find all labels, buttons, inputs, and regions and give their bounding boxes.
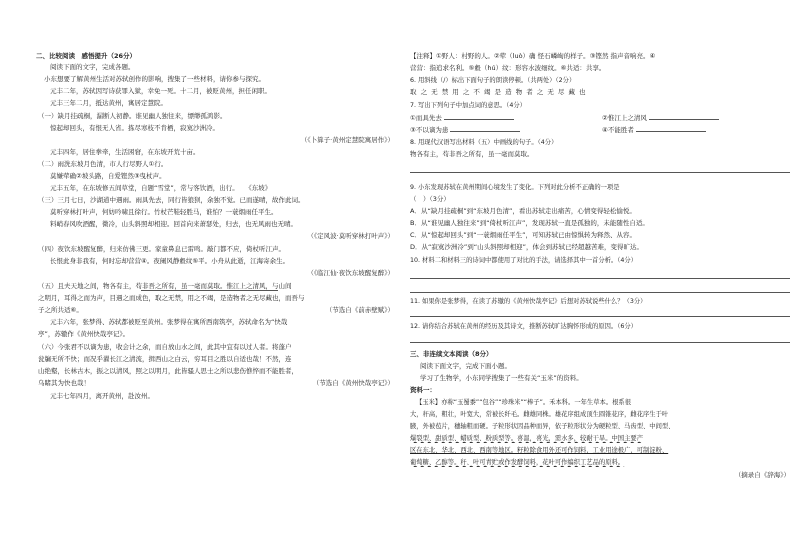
underline-mark (141, 290, 278, 291)
option-d[interactable]: D．从“寂寞沙洲冷”到“山头斜照却相迎”，体会到苏轼已经超越苦难，变得旷达。 (410, 243, 643, 251)
material-2-line: 莫嫌荦确②坡头路，自爱铿然③曳杖声。 (50, 172, 166, 180)
question-9: 9. 小东发现苏轼在黄州期间心境发生了变化。下列对此分析不正确的一项是 (410, 184, 620, 191)
notes-line: 营营：指追求名利。⑤縠（hú）纹：形容水波细纹。⑥共适：共享。 (410, 64, 606, 72)
question-8-text: 物各有主，苟非吾之所有，虽一毫而莫取。 (410, 150, 534, 158)
question-7: 7. 写出下列句子中加点词的意思。（4分） (410, 102, 526, 109)
intro-text: 小东想要了解黄州生活对苏轼创作的影响，搜集了一些材料，请你参与探究。 (44, 75, 265, 83)
question-7-item-text: ④不能胜者 (602, 126, 634, 134)
paragraph: 元丰六年，张梦得、苏轼都被贬至黄州。张梦得在寓所西南筑亭，苏轼命名为“快哉 (50, 318, 288, 326)
corn-entry-line: 腋，外被苞片，穗轴粗而硬。子粒形状因品种而异，依子粒形状分为硬粒型、马齿型、中间型、 (410, 423, 675, 430)
material-label: 资料一： (410, 386, 436, 394)
question-6-text: 取 之 无 禁 用 之 不 竭 是 造 物 者 之 无 尽 藏 也 (410, 88, 587, 96)
material-1-line: 惊起却回头，有恨无人省。拣尽寒枝不肯栖，寂寞沙洲冷。 (50, 124, 219, 132)
question-12: 12. 请你结合苏轼在黄州的经历及其诗文，推断苏轼旷达胸怀形成的原因。（6分） (410, 323, 637, 330)
intro-text: 学习了生物学，小东同学搜集了一些有关“玉米”的资料。 (420, 374, 583, 382)
paragraph: 亭”，苏辙作《黄州快哉亭记》。 (38, 330, 130, 338)
question-7-item-text: ③不以谪为患 (410, 126, 449, 134)
paragraph: 元丰五年，在东坡修五间草堂，自题“雪堂”，常与客饮酒，出行。 《东坡》 (50, 184, 272, 192)
material-3-line: （三）三月七日，沙湖道中遇雨。雨具先去，同行皆狼狈，余独不觉。已而遂晴，故作此词。 (38, 196, 305, 204)
question-7-item (410, 125, 600, 134)
answer-line[interactable] (410, 342, 790, 343)
section-heading: 三、非连续文本阅读（8分） (410, 350, 493, 358)
question-7-item (410, 113, 600, 122)
corn-entry-line: 爆裂型、甜质型、蜡质型、粉质型等。喜温，喜光，需水多，较耐干旱。中国主要产 (410, 435, 643, 442)
material-6-line: （六）今张君不以谪为患，收会计之余，而自放山水之间，此其中宜有以过人者。将蓬户 (38, 343, 292, 351)
option-b[interactable]: B．从“谁见幽人独往来”到“倚杖听江声”，发现苏轼一直是孤独的，未能随性自适。 (410, 219, 649, 227)
answer-line[interactable] (410, 292, 790, 293)
material-5-source: （节选自《前赤壁赋》） (325, 306, 394, 314)
paragraph: 元丰四年，居住拳牵，生活困窘，在东坡开荒十亩。 (50, 148, 200, 156)
right-column (402, 0, 794, 549)
material-5-line: 子之所共适⑥。 (38, 306, 83, 314)
question-9: （ ）（3分） (410, 195, 450, 203)
material-4-line: 长恨此身非我有，何时忘却营营④。夜阑风静縠纹⑤平。小舟从此逝，江海寄余生。 (50, 257, 290, 265)
corn-entry-line: 葡萄糖、乙醇等。秆、叶可青贮或作发酵饲料，花叶可作编织工艺品的原料。 (410, 459, 625, 466)
question-7-item (602, 125, 792, 134)
intro-text: 阅读下面文字，完成下面小题。 (420, 362, 511, 370)
material-6-line: 瓮牖无所不快；而况乎濯长江之清流，揖西山之白云，穷耳目之胜以自适也哉！不然，连 (38, 355, 292, 363)
material-6-line: 乌睹其为快也哉！ (38, 379, 90, 387)
option-c[interactable]: C．从“惊起却回头”到“一蓑烟雨任平生”，可知苏轼已由惊惧转为释然、从容。 (410, 231, 637, 239)
question-10: 10. 材料二和材料三的诗词中都使用了对比的手法，请选择其中一首分析。（4分） (410, 257, 637, 264)
material-4-source: （《临江仙·夜饮东坡醒复醉》） (307, 269, 394, 277)
paragraph: 元丰七年四月，离开黄州，赴汝州。 (50, 392, 154, 400)
question-8: 8. 用现代汉语写出材料（五）中画线的句子。（4分） (410, 139, 558, 146)
material-1-source: （《卜算子·黄州定慧院寓居作》） (300, 136, 394, 144)
material-5-line: 之明月，耳得之而为声，目遇之而成色，取之无禁，用之不竭，是造物者之无尽藏也，而吾与 (38, 294, 305, 302)
corn-entry-source: （摘录自《辞海》） (734, 471, 790, 479)
material-3-source: （《定风波·莫听穿林打叶声》） (307, 232, 394, 240)
material-3-line: 莫听穿林打叶声，何妨吟啸且徐行。竹杖芒鞋轻胜马，谁怕？一蓑烟雨任平生。 (50, 208, 278, 216)
corn-entry-line: 大，秆高，粗壮，叶宽大，常被长纤毛。雌雄同株。雄花序组成顶生圆锥花序，雌花序生于叶 (410, 411, 669, 418)
material-5-text: （五）且夫天地之间，物各有主，苟非吾之所有，虽一毫而莫取。惟江上之清风，与山间 (38, 282, 292, 290)
answer-blank[interactable] (444, 113, 514, 120)
question-6: 6. 用斜线（/）标出下面句子的朗读停顿。（共两处）（2分） (410, 77, 576, 84)
question-7-item (602, 113, 792, 122)
material-3-line: 料峭春风吹酒醒，微冷，山头斜照却相迎。回首向来萧瑟处，归去，也无风雨也无晴。 (50, 220, 297, 228)
answer-line[interactable] (410, 316, 790, 317)
answer-line[interactable] (410, 172, 790, 173)
answer-line[interactable] (410, 278, 790, 279)
answer-blank[interactable] (649, 113, 719, 120)
question-7-item-text: ②惟江上之清风 (602, 114, 647, 122)
material-1-line: （一）缺月挂疏桐，漏断人初静。谁见幽人独往来，缥缈孤鸿影。 (38, 112, 227, 120)
corn-entry-line: 【玉米】亦称“玉蜀黍”“包谷”“珍珠米”“棒子”。禾本科。一年生草本。根系很 (416, 399, 632, 406)
notes-line: 【注释】①野人：村野的人。②荦（luò）确 怪石嶙峋的样子。③铿然 指声音响亮。④ (410, 52, 656, 60)
corn-entry-line: 区在东北、华北、西北、西南等地区。籽粒除食用外还可作饲料，工业用途极广，可制淀粉、 (410, 447, 669, 454)
option-a[interactable]: A．从“缺月挂疏桐”到“东坡月色清”，看出苏轼走出痛苦，心情变得轻松愉悦。 (410, 207, 636, 215)
question-11: 11. 如果你是张梦得，在读了苏辙的《黄州快哉亭记》后想对苏轼说些什么？（3分） (410, 298, 647, 305)
paragraph: 元丰二年，苏轼因写诗获罪入狱，幸免一死。十二月，被贬黄州，担任闲职。 (50, 87, 271, 95)
question-7-item-text: ①而具先去 (410, 114, 442, 122)
paragraph: 元丰三年二月，抵达黄州，寓居定慧院。 (50, 99, 167, 107)
material-6-line: 山绝壑，长林古木，振之以清风，照之以明月，此皆骚人思士之所以悲伤憔悴而不能胜者， (38, 367, 298, 375)
material-2-line: （二）雨洗东坡月色清，市人行尽野人①行。 (38, 160, 168, 168)
answer-blank[interactable] (450, 125, 520, 132)
section-heading: 二、比较阅读 感悟提升（26分） (36, 52, 137, 60)
intro-text: 阅读下面的文字，完成各题。 (50, 63, 135, 71)
material-4-line: （四）夜饮东坡醒复醉，归来仿佛三更。家童鼻息已雷鸣。敲门都不应，倚杖听江声。 (38, 245, 285, 253)
answer-blank[interactable] (636, 125, 706, 132)
material-6-source: （节选自《黄州快哉亭记》） (312, 379, 394, 387)
